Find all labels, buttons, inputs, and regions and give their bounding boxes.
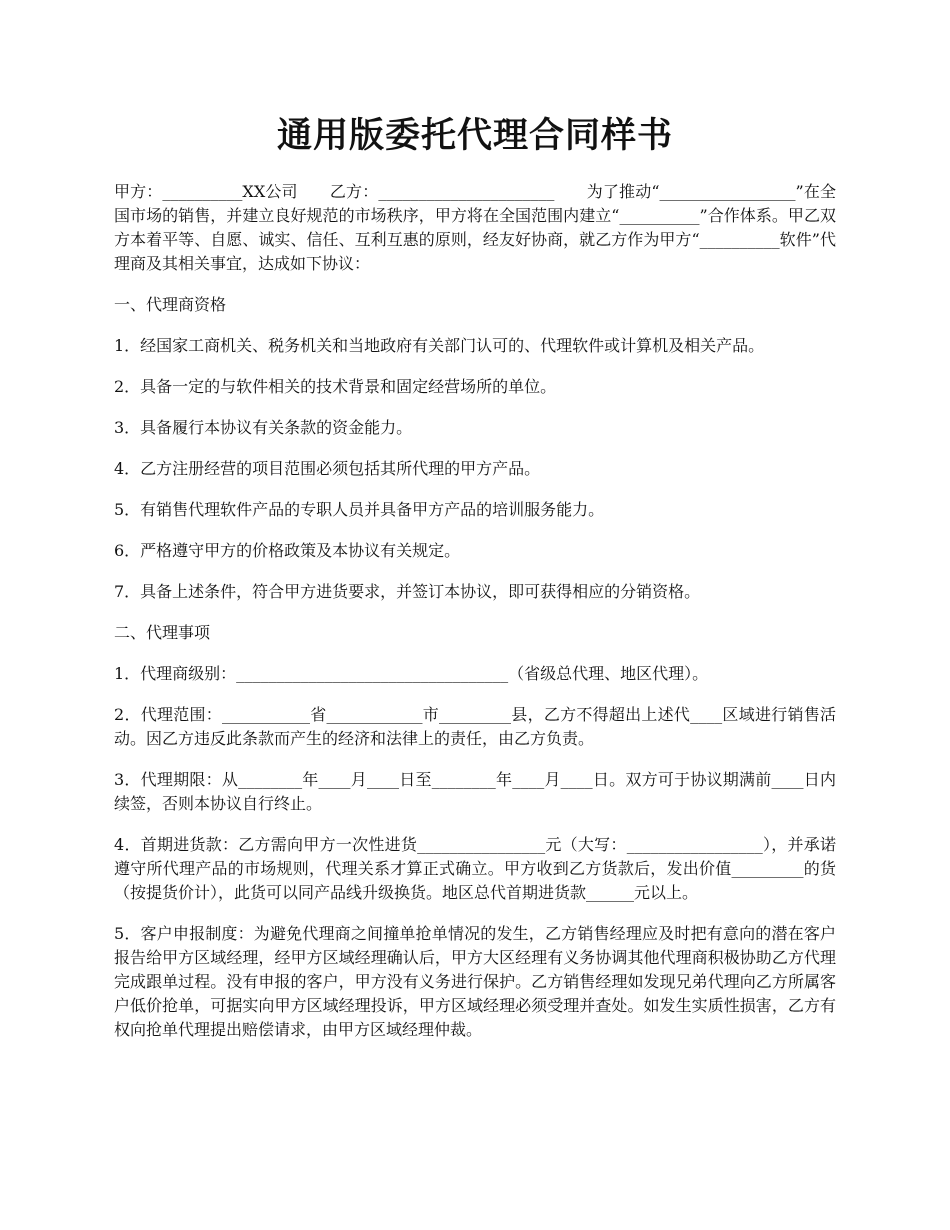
intro-paragraph: 甲方：__________XX公司 乙方：______________________ 为了推动“_________________”在全国市场的销售，并建立良好规范的市场秩序，甲方将在全国范围内建立“__________”合作体系。甲乙双方本着平等、自愿、诚实、信任、互利互惠的原则，经友好协商，就乙方作为甲方“__________软件”代理商及其相关事宜，达成如下协议： xyxy=(114,182,836,273)
qualification-item-3: 3．具备履行本协议有关条款的资金能力。 xyxy=(114,418,413,437)
agency-item-4: 4．首期进货款：乙方需向甲方一次性进货________________元（大写：_________________），并承诺遵守所代理产品的市场规则，代理关系才算正式确立。甲方收到乙方货款后，发出价值_________的货（按提货价计），此货可以同产品线升级换货。地区总代首期进货款______元以上。 xyxy=(114,835,836,902)
section-heading-qualification: 一、代理商资格 xyxy=(114,295,227,314)
qualification-item-4: 4．乙方注册经营的项目范围必须包括其所代理的甲方产品。 xyxy=(114,459,541,478)
section-heading-agency-matters: 二、代理事项 xyxy=(114,623,211,642)
qualification-item-1: 1．经国家工商机关、税务机关和当地政府有关部门认可的、代理软件或计算机及相关产品。 xyxy=(114,336,765,355)
agency-item-5: 5．客户申报制度：为避免代理商之间撞单抢单情况的发生，乙方销售经理应及时把有意向的潜在客户报告给甲方区域经理，经甲方区域经理确认后，甲方大区经理有义务协调其他代理商积极协助乙方代理完成跟单过程。没有申报的客户，甲方没有义务进行保护。乙方销售经理如发现兄弟代理向乙方所属客户低价抢单，可据实向甲方区域经理投诉，甲方区域经理必须受理并查处。如发生实质性损害，乙方有权向抢单代理提出赔偿请求，由甲方区域经理仲裁。 xyxy=(114,924,836,1039)
agency-item-3: 3．代理期限：从________年____月____日至________年____月____日。双方可于协议期满前____日内续签，否则本协议自行终止。 xyxy=(114,770,836,813)
agency-item-1: 1．代理商级别：__________________________________（省级总代理、地区代理）。 xyxy=(114,664,709,683)
qualification-item-6: 6．严格遵守甲方的价格政策及本协议有关规定。 xyxy=(114,541,461,560)
agency-item-2: 2．代理范围：___________省____________市_________县，乙方不得超出上述代____区域进行销售活动。因乙方违反此条款而产生的经济和法律上的责任，由乙方负责。 xyxy=(114,705,836,748)
qualification-item-5: 5．有销售代理软件产品的专职人员并具备甲方产品的培训服务能力。 xyxy=(114,500,605,519)
qualification-item-2: 2．具备一定的与软件相关的技术背景和固定经营场所的单位。 xyxy=(114,377,557,396)
document-body xyxy=(114,180,836,1059)
qualification-item-7: 7．具备上述条件，符合甲方进货要求，并签订本协议，即可获得相应的分销资格。 xyxy=(114,582,701,601)
document-title: 通用版委托代理合同样书 xyxy=(276,115,673,156)
